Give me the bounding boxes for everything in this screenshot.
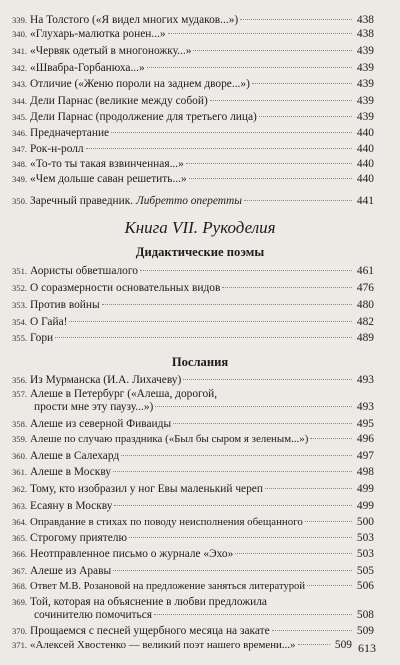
entry-title: Алеше по случаю праздника («Был бы сыром я зеленым...») [30, 433, 309, 445]
leader-dots [102, 304, 352, 305]
toc-entry [12, 596, 374, 622]
entry-page: 438 [356, 28, 374, 40]
entry-title: Ответ М.В. Розановой на предложение заняться литературой [30, 581, 306, 592]
entry-title: Тому, кто изобразил у ног Евы маленький череп [30, 483, 263, 495]
leader-dots [259, 116, 352, 117]
entry-title: Гори [30, 332, 54, 344]
entry-number: 357. [12, 389, 28, 399]
entry-number: 365. [12, 533, 28, 543]
entry-title: Дели Парнас (продолжение для третьего лица) [30, 111, 257, 123]
entry-title: Аористы обветшалого [30, 265, 138, 277]
entry-title: Есаяну в Москву [30, 500, 113, 512]
entry-number: 363. [12, 501, 28, 511]
entry-title: Предначертание [30, 127, 110, 139]
entry-number: 364. [12, 517, 28, 527]
entry-page: 439 [356, 95, 374, 107]
entry-page: 506 [356, 580, 374, 592]
entry-page: 461 [356, 265, 374, 277]
entry-page: 439 [356, 78, 374, 90]
toc-entry [12, 639, 352, 652]
entry-number: 355. [12, 333, 28, 343]
leader-dots [113, 471, 352, 472]
entry-page: 499 [356, 500, 374, 512]
entry-number: 367. [12, 566, 28, 576]
leader-dots [183, 379, 352, 380]
entry-number: 343. [12, 79, 28, 89]
entry-page: 503 [356, 548, 374, 560]
entry-title: Алеше в Салехард [30, 450, 120, 462]
entry-number: 352. [12, 283, 28, 293]
leader-dots [189, 178, 352, 179]
leader-dots [121, 455, 352, 456]
toc-entry [12, 158, 374, 171]
entry-number: 353. [12, 300, 28, 310]
leader-dots [113, 570, 352, 571]
entry-number: 350. [12, 196, 28, 206]
entry-page: 438 [356, 14, 374, 26]
section-heading: Дидактические поэмы [135, 245, 265, 259]
leader-dots [168, 33, 352, 34]
entry-number: 348. [12, 159, 28, 169]
entry-number: 361. [12, 467, 28, 477]
leader-dots [252, 83, 352, 84]
entry-number: 371. [12, 640, 28, 650]
toc-entry [12, 418, 374, 431]
entry-number: 339. [12, 15, 28, 25]
leader-dots [265, 488, 352, 489]
entry-number: 347. [12, 144, 28, 154]
entry-page: 508 [356, 609, 374, 621]
leader-dots [186, 163, 352, 164]
toc-entry [12, 282, 374, 295]
leader-dots [155, 406, 352, 407]
leader-dots [210, 100, 352, 101]
entry-number: 354. [12, 317, 28, 327]
entry-page: 439 [356, 45, 374, 57]
entry-page: 476 [356, 282, 374, 294]
toc-entry [12, 565, 374, 578]
entry-title: О соразмерности основательных видов [30, 282, 221, 294]
toc-entry [12, 532, 374, 545]
entry-title: О Гайа! [30, 316, 68, 328]
entry-title: Рок-н-ролл [30, 143, 84, 155]
entry-page: 495 [356, 418, 374, 430]
toc-entry [12, 62, 374, 75]
entry-page: 439 [356, 62, 374, 74]
leader-dots [193, 50, 352, 51]
page-number: 613 [358, 641, 376, 655]
leader-dots [310, 438, 352, 439]
entry-page: 493 [356, 374, 374, 386]
leader-dots [298, 644, 331, 645]
entry-line-2 [12, 609, 374, 622]
entry-page: 482 [356, 316, 374, 328]
entry-number: 351. [12, 266, 28, 276]
entry-page: 493 [356, 401, 374, 413]
leader-dots [272, 630, 352, 631]
entry-number: 362. [12, 484, 28, 494]
leader-dots [69, 321, 352, 322]
entry-page: 440 [356, 158, 374, 170]
entry-page: 489 [356, 332, 374, 344]
entry-page: 440 [356, 173, 374, 185]
toc-entry [12, 28, 374, 41]
entry-page: 440 [356, 143, 374, 155]
toc-entry [12, 374, 374, 387]
entry-page: 500 [356, 516, 374, 528]
entry-page: 496 [356, 433, 374, 445]
entry-number: 356. [12, 375, 28, 385]
entry-title: Из Мурманска (И.А. Лихачеву) [30, 374, 182, 386]
entry-title: Дели Парнас (великие между собой) [30, 95, 208, 107]
entry-page: 499 [356, 483, 374, 495]
entry-title-line-1: Той, которая на объяснение в любви предложила [30, 596, 267, 608]
entry-title: «Алексей Хвостенко — великий поэт нашего времени...» [30, 639, 296, 651]
toc-entry [12, 78, 374, 91]
toc-entry [12, 500, 374, 513]
section-heading: Послания [171, 355, 229, 369]
entry-title: «То-то ты такая взвинченная...» [30, 158, 184, 170]
leader-dots [307, 585, 352, 586]
leader-dots [222, 287, 352, 288]
entry-number: 349. [12, 174, 28, 184]
entry-number: 370. [12, 626, 28, 636]
leader-dots [86, 148, 352, 149]
toc-entry [12, 466, 374, 479]
entry-title [30, 195, 242, 208]
toc-entry [12, 388, 374, 414]
entry-title-plain: Заречный праведник. [30, 195, 134, 207]
entry-number: 359. [12, 434, 28, 444]
toc-entry [12, 299, 374, 312]
entry-number: 360. [12, 451, 28, 461]
toc-entry [12, 14, 374, 27]
entry-page: 509 [356, 625, 374, 637]
leader-dots [114, 505, 352, 506]
leader-dots [140, 270, 352, 271]
leader-dots [147, 67, 352, 68]
toc-entry [12, 450, 374, 463]
toc-entry [12, 45, 374, 58]
leader-dots [240, 19, 352, 20]
entry-title: Алеше из Аравы [30, 565, 112, 577]
leader-dots [244, 200, 352, 201]
entry-title: Против войны [30, 299, 100, 311]
toc-entry [12, 127, 374, 140]
entry-number: 342. [12, 63, 28, 73]
entry-number: 358. [12, 419, 28, 429]
leader-dots [129, 537, 352, 538]
entry-line-2 [12, 401, 374, 414]
entry-page: 505 [356, 565, 374, 577]
entry-title: Прощаемся с песней ущербного месяца на закате [30, 625, 270, 637]
entry-title: Неотправленное письмо о журнале «Эхо» [30, 548, 234, 560]
entry-title: «Швабра-Горбанюха...» [30, 62, 145, 74]
entry-number: 344. [12, 96, 28, 106]
entry-number: 368. [12, 581, 28, 591]
entry-title: Оправдание в стихах по поводу неисполнения обещанного [30, 516, 303, 528]
entry-page: 439 [356, 111, 374, 123]
entry-title: На Толстого («Я видел многих мудаков...») [30, 14, 239, 26]
toc-entry [12, 265, 374, 278]
toc-entry [12, 95, 374, 108]
toc-entry [12, 143, 374, 156]
entry-number: 366. [12, 549, 28, 559]
entry-number: 345. [12, 112, 28, 122]
entry-page: 498 [356, 466, 374, 478]
entry-title: «Чем дольше саван решетить...» [30, 173, 187, 185]
toc-entry [12, 111, 374, 124]
entry-title-line-2: прости мне эту паузу...») [34, 401, 154, 413]
toc-entry [12, 625, 374, 638]
entry-page: 480 [356, 299, 374, 311]
toc-entry [12, 433, 374, 446]
entry-page: 441 [356, 195, 374, 207]
toc-entry [12, 483, 374, 496]
toc-entry [12, 173, 374, 186]
leader-dots [305, 521, 352, 522]
entry-title-line-2: сочинителю помочиться [34, 609, 153, 621]
toc-entry [12, 195, 374, 208]
entry-page: 497 [356, 450, 374, 462]
entry-page: 503 [356, 532, 374, 544]
entry-title: «Червяк одетый в многоножку...» [30, 45, 192, 57]
entry-line-1 [12, 596, 374, 609]
entry-title: Строгому приятелю [30, 532, 127, 544]
toc-entry [12, 332, 374, 345]
entry-page: 440 [356, 127, 374, 139]
toc-entry [12, 580, 374, 593]
book-heading: Книга VII. Рукоделия [124, 218, 276, 237]
leader-dots [235, 553, 352, 554]
entry-title-line-1: Алеше в Петербург («Алеша, дорогой, [30, 388, 218, 400]
toc-entry [12, 516, 374, 529]
entry-number: 340. [12, 29, 28, 39]
entry-number: 346. [12, 128, 28, 138]
entry-page: 509 [334, 639, 352, 651]
toc-entry [12, 316, 374, 329]
entry-line-1 [12, 388, 374, 401]
leader-dots [173, 423, 352, 424]
entry-title: «Глухарь-малютка ронен...» [30, 28, 166, 40]
leader-dots [111, 132, 352, 133]
leader-dots [154, 614, 352, 615]
entry-title-italic: Либретто оперетты [136, 195, 242, 207]
entry-title: Отличие («Женю пороли на заднем дворе...») [30, 78, 250, 90]
entry-number: 341. [12, 46, 28, 56]
toc-entry [12, 548, 374, 561]
leader-dots [55, 337, 352, 338]
entry-title: Алеше в Москву [30, 466, 112, 478]
entry-number: 369. [12, 597, 28, 607]
entry-title: Алеше из северной Фиваиды [30, 418, 172, 430]
